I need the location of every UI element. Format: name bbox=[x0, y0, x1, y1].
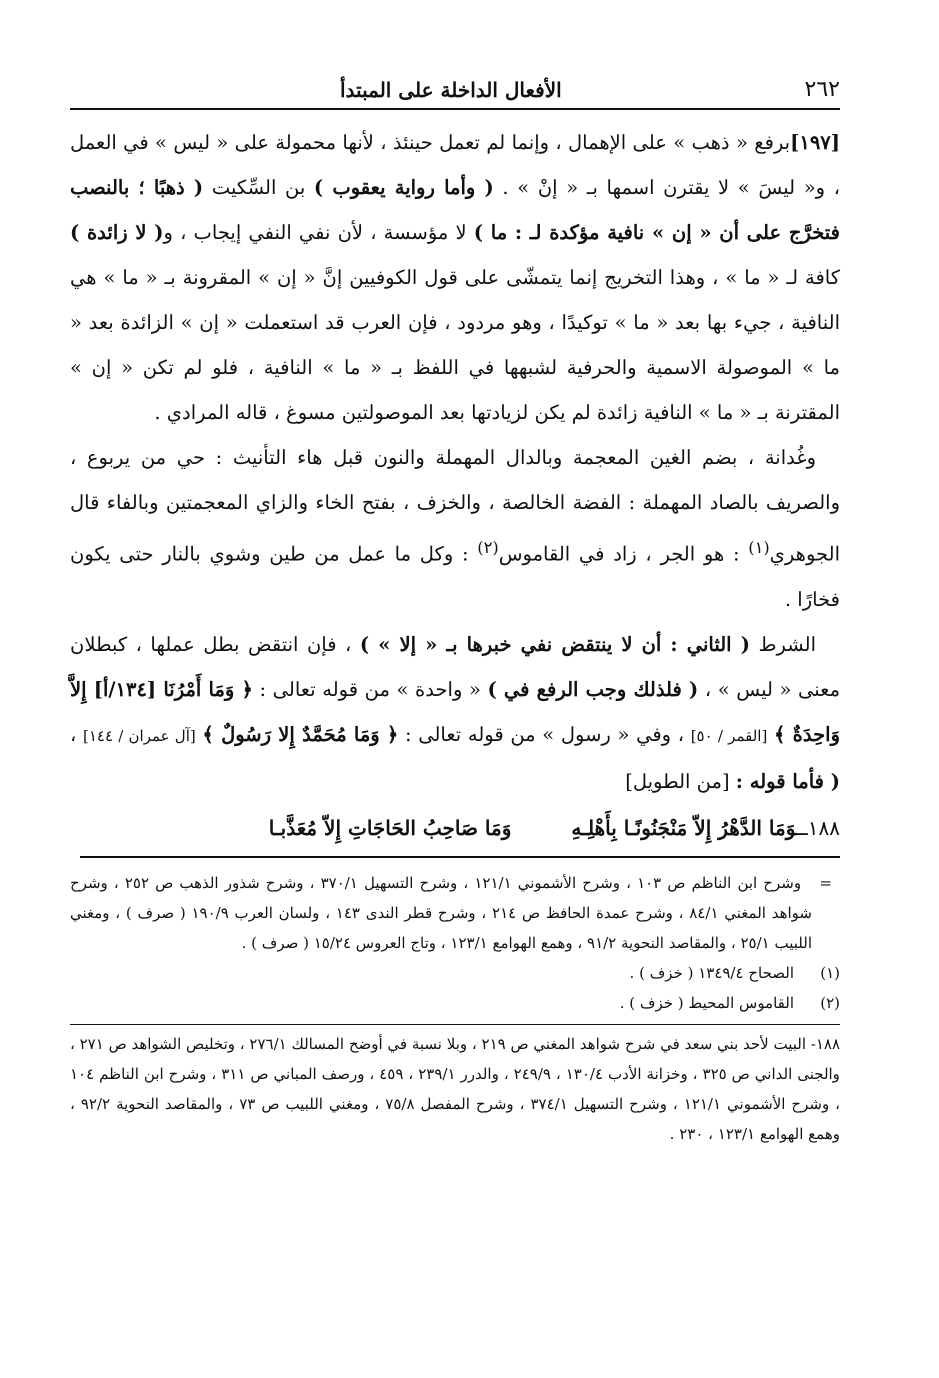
poetic-meter: [من الطويل] bbox=[625, 769, 730, 793]
para2-seg3: : وكل ما عمل من طين وشوي بالنار حتى يكون فخارًا . bbox=[70, 542, 840, 611]
quran-verse-1: ﴿ وَمَا أَمْرُنَا [١٣٤/أ] إِلاَّ وَاحِدَةٌ ﴾ bbox=[70, 677, 840, 746]
para1-bold2: ( ذهبًا ؛ بالنصب فتخرَّج على أن « إن » نافية مؤكدة لـ : ما ) bbox=[70, 176, 841, 244]
para3-bold2: ( فلذلك وجب الرفع في ) bbox=[487, 677, 699, 701]
footnote-2-marker: (٢) bbox=[820, 993, 840, 1012]
quran-citation-2: [آل عمران / ١٤٤] bbox=[82, 726, 196, 745]
footnote-separator bbox=[70, 1024, 840, 1025]
para3-seg2: ، فإن انتقض بطل عملها ، كبطلان معنى « ليس » ، bbox=[70, 632, 841, 701]
footnote-divider bbox=[80, 856, 840, 858]
footnote-ref-2[interactable]: (٢) bbox=[477, 538, 499, 557]
quran-verse-2: ﴿ وَمَا مُحَمَّدٌ إِلا رَسُولٌ ﴾ bbox=[202, 722, 399, 746]
para3-seg4: ، وفي « رسول » من قوله تعالى : bbox=[405, 722, 685, 746]
paragraph-3 bbox=[70, 622, 840, 804]
verse-number: ١٨٨ــ bbox=[796, 815, 840, 840]
paragraph-2 bbox=[70, 435, 840, 622]
main-text bbox=[70, 120, 840, 850]
para1-bold1: ( وأما رواية يعقوب ) bbox=[313, 176, 494, 199]
para3-bold3: ( فأما قوله : bbox=[735, 769, 840, 793]
para2-seg2: : هو الجر ، زاد في القاموس bbox=[498, 542, 749, 566]
footnote-1-marker: (١) bbox=[820, 963, 840, 982]
commentary-ref-number: [١٩٧] bbox=[790, 131, 840, 154]
footnotes bbox=[70, 868, 840, 1149]
running-title: الأفعال الداخلة على المبتدأ bbox=[340, 78, 562, 102]
para3-bold1: ( الثاني : أن لا ينتقض نفي خبرها بـ « إلا » ) bbox=[359, 632, 750, 656]
para1-seg4: كافة لـ « ما » ، وهذا التخريج إنما يتمشّى على قول الكوفيين إنَّ « إن » المقرونة بـ « ما » هي النافية ، جيء بها بعد « ما » توكيدًا ، وهو مردود ، فإن العرب قد استعملت « إن » الزائدة بعد « ما » الموصولة الاسمية والحرفية لشبهها في اللفظ بـ « ما » النافية ، فلو لم تكن « إن » المقترنة بـ « ما » النافية زائدة لم يكن لزيادتها بعد الموصولتين مسوغ ، قاله المرادي . bbox=[70, 266, 840, 424]
para1-bold3: ( لا زائدة ) bbox=[70, 221, 164, 244]
para1-seg3: لا مؤسسة ، لأن نفي النفي إيجاب ، و bbox=[163, 221, 467, 244]
para3-seg1: الشرط bbox=[758, 632, 817, 656]
verse-first-half-wrap bbox=[571, 806, 840, 850]
verse-source-note: ١٨٨- البيت لأحد بني سعد في شرح شواهد المغني ص ٢١٩ ، وبلا نسبة في أوضح المسالك ٢٧٦/١ ، وتخليص الشواهد ص ٢٧١ ، والجنى الداني ص ٣٢٥ ، وخزانة الأدب ١٣٠/٤ ، ٢٤٩/٩ ، والدرر ٢٣٩/١ ، ٤٥٩ ، ورصف المباني ص ٣١١ ، وشرح ابن الناظم ١٠٤ ، وشرح الأشموني ١٢١/١ ، وشرح التسهيل ٣٧٤/١ ، وشرح المفصل ٧٥/٨ ، ومغني اللبيب ص ٧٣ ، والمقاصد النحوية ٩٢/٢ ، وهمع الهوامع ١٢٣/١ ، ٢٣٠ . bbox=[70, 1034, 841, 1143]
poetry-verse bbox=[70, 806, 840, 850]
quran-citation-1: [القمر / ٥٠] bbox=[690, 726, 768, 745]
footnote-1-text: الصحاح ١٣٤٩/٤ ( خزف ) . bbox=[629, 963, 794, 982]
footnote-ref-1[interactable]: (١) bbox=[748, 538, 770, 557]
page-header bbox=[70, 72, 840, 110]
footnote-continuation bbox=[70, 868, 840, 958]
para3-seg5: ، bbox=[70, 722, 77, 746]
para1-seg2: بن السِّكيت bbox=[211, 176, 306, 199]
para1-seg1: برفع « ذهب » على الإهمال ، وإنما لم تعمل حينئذ ، لأنها محمولة على « ليس » في العمل ، و« ليسَ » لا يقترن اسمها بـ « إنْ » . bbox=[70, 131, 840, 199]
footnote-2 bbox=[70, 988, 840, 1018]
paragraph-1 bbox=[70, 120, 840, 435]
book-page bbox=[70, 72, 840, 1362]
page-number: ٢٦٢ bbox=[804, 77, 840, 102]
continuation-mark: = bbox=[819, 873, 832, 892]
verse-hemistich-1: وَمَا الدَّهْرُ إِلاّ مَنْجَنُونًـا بِأَهْلِـهِ bbox=[571, 815, 797, 840]
para3-seg3: « واحدة » من قوله تعالى : bbox=[259, 677, 481, 701]
footnote-1 bbox=[70, 958, 840, 988]
continuation-text: وشرح ابن الناظم ص ١٠٣ ، وشرح الأشموني ١٢١/١ ، وشرح التسهيل ٣٧٠/١ ، وشرح شذور الذهب ص ٢٥٢ ، وشرح شواهد المغني ٨٤/١ ، وشرح عمدة الحافظ ص ٢١٤ ، وشرح قطر الندى ١٤٣ ، ولسان العرب ١٩٠/٩ ( صرف ) ، ومغني اللبيب ٢٥/١ ، والمقاصد النحوية ٩١/٢ ، وهمع الهوامع ١٢٣/١ ، وتاج العروس ١٥/٢٤ ( صرف ) . bbox=[70, 873, 812, 952]
para2-seg1: وغُدانة ، بضم الغين المعجمة وبالدال المهملة والنون قبل هاء التأنيث : حي من يربوع ، والصريف بالصاد المهملة : الفضة الخالصة ، والخزف ، بفتح الخاء والزاي المعجمتين وبالفاء قال الجوهري bbox=[70, 446, 840, 566]
footnote-2-text: القاموس المحيط ( خزف ) . bbox=[619, 993, 794, 1012]
verse-hemistich-2: وَمَا صَاحِبُ الحَاجَاتِ إِلاّ مُعَذَّبـا bbox=[268, 815, 512, 840]
